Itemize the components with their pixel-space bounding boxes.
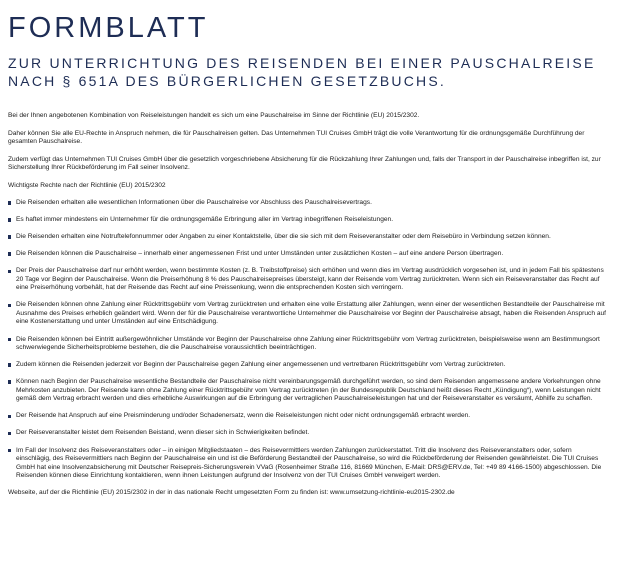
subtitle-line-2: NACH § 651A DES BÜRGERLICHEN GESETZBUCHS. [8, 73, 446, 89]
rights-item-text: Es haftet immer mindestens ein Unternehmer für die ordnungsgemäße Erbringung aller im Vertrag inbegriffenen Reiseleistungen. [16, 216, 394, 224]
square-bullet-icon [8, 201, 11, 204]
intro-paragraph-1: Bei der Ihnen angebotenen Kombination von Reiseleistungen handelt es sich um eine Pauschalreise im Sinne der Richtlinie (EU) 2015/2302. [8, 112, 420, 119]
rights-item [8, 378, 608, 404]
page-subtitle [8, 54, 608, 90]
rights-item [8, 447, 608, 481]
square-bullet-icon [8, 449, 11, 452]
rights-item-text: Der Reiseveranstalter leistet dem Reisenden Beistand, wenn dieser sich in Schwierigkeiten befindet. [16, 429, 310, 437]
rights-item [8, 361, 608, 370]
rights-item-text: Der Preis der Pauschalreise darf nur erhöht werden, wenn bestimmte Kosten (z. B. Treibstoffpreise) sich erhöhen und wenn dies im Vertrag ausdrücklich vorgesehen ist, und in jedem Fall bis spätestens 20 Tage vor Beginn der Pauschalreise. Wenn die Preiserhöhung 8 % des Pauschalreisepreises übersteigt, kann der Reisende vom Vertrag zurücktreten. Wenn sich ein Reiseveranstalter das Recht auf eine Preiserhöhung vorbehält, hat der Reisende das Recht auf eine Preissenkung, wenn die entsprechenden Kosten sich verringern. [16, 267, 604, 292]
subtitle-line-1: ZUR UNTERRICHTUNG DES REISENDEN BEI EINER PAUSCHALREISE [8, 55, 596, 71]
rights-item [8, 250, 608, 259]
rights-item [8, 336, 608, 353]
square-bullet-icon [8, 304, 11, 307]
rights-item-text: Die Reisenden können ohne Zahlung einer Rücktrittsgebühr vom Vertrag zurücktreten und erhalten eine volle Erstattung aller Zahlungen, wenn einer der wesentlichen Bestandteile der Pauschalreise mit Ausnahme des Preises erheblich geändert wird. Wenn der für die Pauschalreise verantwortliche Unternehmer die Pauschalreise vor Beginn der Pauschalreise absagt, haben die Reisenden Anspruch auf eine Kostenerstattung und unter Umständen auf eine Entschädigung. [16, 301, 606, 326]
rights-item [8, 199, 608, 208]
rights-item [8, 216, 608, 225]
page-title: FORMBLATT [8, 12, 209, 44]
rights-item [8, 301, 608, 327]
rights-item [8, 412, 608, 421]
rights-item-text: Die Reisenden können bei Eintritt außergewöhnlicher Umstände vor Beginn der Pauschalreise ohne Zahlung einer Rücktrittsgebühr vom Vertrag zurücktreten, beispielsweise wenn am Bestimmungsort schwerwiegende Sicherheitsprobleme bestehen, die die Pauschalreise voraussichtlich beeinträchtigen. [16, 335, 600, 352]
square-bullet-icon [8, 432, 11, 435]
square-bullet-icon [8, 252, 11, 255]
intro-paragraph-3: Zudem verfügt das Unternehmen TUI Cruises GmbH über die gesetzlich vorgeschriebene Absicherung für die Rückzahlung Ihrer Zahlungen und, falls der Transport in der Pauschalreise inbegriffen ist, zur Sicherstellung Ihrer Rückbeförderung im Fall seiner Insolvenz. [8, 155, 601, 171]
rights-item-text: Die Reisenden erhalten alle wesentlichen Informationen über die Pauschalreise vor Abschluss des Pauschalreisevertrags. [16, 199, 372, 206]
square-bullet-icon [8, 338, 11, 341]
square-bullet-icon [8, 218, 11, 221]
rights-item-text: Können nach Beginn der Pauschalreise wesentliche Bestandteile der Pauschalreise nicht vereinbarungsgemäß durchgeführt werden, so sind dem Reisenden angemessene andere Vorkehrungen ohne Mehrkosten anzubieten. Der Reisende kann ohne Zahlung einer Rücktrittsgebühr vom Vertrag zurücktreten (in der Bundesrepublik Deutschland heißt dieses Recht „Kündigung“), wenn Leistungen nicht gemäß dem Vertrag erbracht werden und dies erhebliche Auswirkungen auf die Erbringung der vertraglichen Pauschalreiseleistungen hat und der Reiseveranstalter es versäumt, Abhilfe zu schaffen. [16, 378, 601, 403]
rights-item-text: Die Reisenden können die Pauschalreise – innerhalb einer angemessenen Frist und unter Umständen unter zusätzlichen Kosten – auf eine andere Person übertragen. [16, 250, 504, 258]
rights-heading: Wichtigste Rechte nach der Richtlinie (EU) 2015/2302 [8, 181, 166, 189]
rights-item-text: Die Reisenden erhalten eine Notruftelefonnummer oder Angaben zu einer Kontaktstelle, über die sie sich mit dem Reiseveranstalter oder dem Reisebüro in Verbindung setzen können. [16, 233, 551, 241]
rights-item-text: Der Reisende hat Anspruch auf eine Preisminderung und/oder Schadenersatz, wenn die Reiseleistungen nicht oder nicht ordnungsgemäß erbracht werden. [16, 412, 471, 420]
rights-item [8, 267, 608, 293]
square-bullet-icon [8, 415, 11, 418]
square-bullet-icon [8, 363, 11, 366]
rights-item [8, 429, 608, 438]
square-bullet-icon [8, 270, 11, 273]
intro-paragraph-2: Daher können Sie alle EU-Rechte in Anspruch nehmen, die für Pauschalreisen gelten. Das Unternehmen TUI Cruises GmbH trägt die volle Verantwortung für die ordnungsgemäße Durchführung der gesamten Pauschalreise. [8, 129, 585, 145]
square-bullet-icon [8, 380, 11, 383]
document-body [8, 112, 608, 507]
square-bullet-icon [8, 235, 11, 238]
rights-item [8, 233, 608, 242]
footer-website-note: Webseite, auf der die Richtlinie (EU) 2015/2302 in der in das nationale Recht umgesetzten Form zu finden ist: www.umsetzung-richtlinie-eu2015-2302.de [8, 489, 455, 497]
rights-item-text: Im Fall der Insolvenz des Reiseveranstalters oder – in einigen Mitgliedstaaten – des Reisevermittlers werden Zahlungen zurückerstattet. Tritt die Insolvenz des Reiseveranstalters oder, sofern einschlägig, des Reisevermittlers nach Beginn der Pauschalreise ein und ist die Beförderung Bestandteil der Pauschalreise, so wird die Rückbeförderung der Reisenden gewährleistet. Die TUI Cruises GmbH hat eine Insolvenzabsicherung mit Deutscher Reisepreis-Sicherungsverein VVaG (Rosenheimer Straße 116, 81669 München, E-Mail: DRS@ERV.de, Tel: +49 89 4166-1500) abgeschlossen. Die Reisenden können diese Einrichtung kontaktieren, wenn ihnen Leistungen aufgrund der Insolvenz von der TUI Cruises GmbH verweigert werden. [16, 446, 602, 480]
rights-item-text: Zudem können die Reisenden jederzeit vor Beginn der Pauschalreise gegen Zahlung einer angemessenen und vertretbaren Rücktrittsgebühr vom Vertrag zurücktreten. [16, 361, 506, 369]
rights-list [8, 199, 608, 481]
